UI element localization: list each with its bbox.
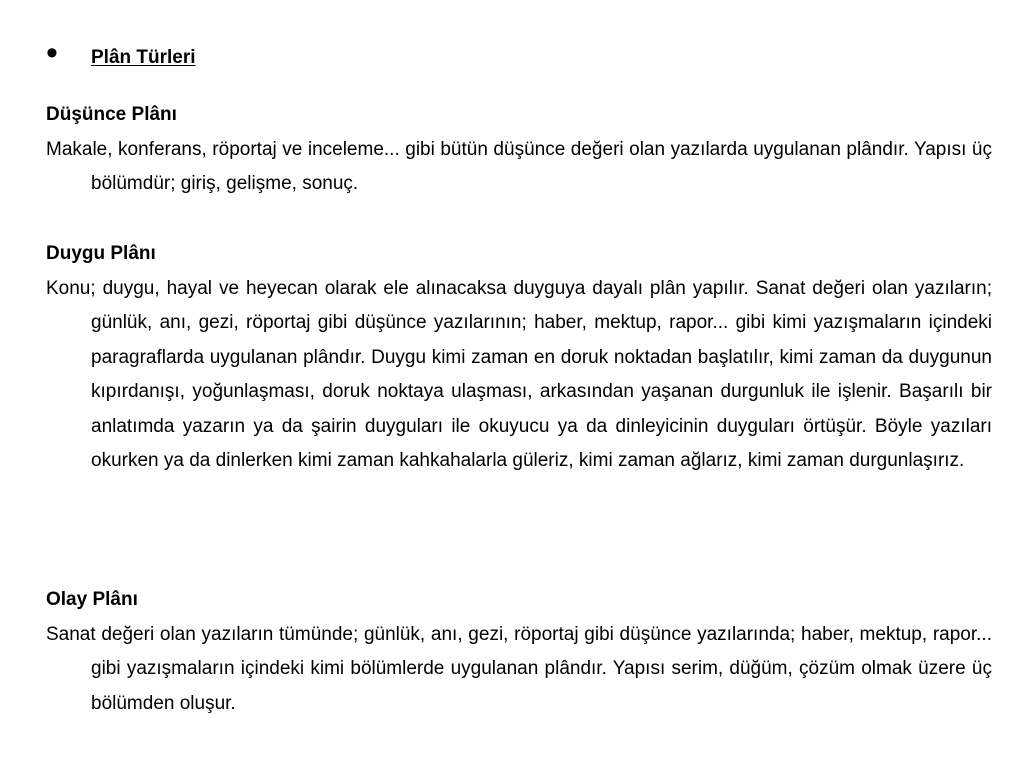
section-body: Sanat değeri olan yazıların tümünde; günlük, anı, gezi, röportaj gibi düşünce yazılarında; haber, mektup, rapor... gibi yazışmaların içindeki kimi bölümlerde uygulanan plândır. Yapısı serim, düğüm, çözüm olmak üzere üç bölümden oluşur.	[46, 623, 992, 714]
section-heading: Düşünce Plânı	[46, 104, 177, 125]
section-heading: Duygu Plânı	[46, 243, 156, 264]
section-body: Makale, konferans, röportaj ve inceleme... gibi bütün düşünce değeri olan yazılarda uygulanan plândır. Yapısı üç bölümdür; giriş, gelişme, sonuç.	[46, 138, 992, 194]
bullet-icon: •	[46, 34, 58, 72]
section-olay-plani	[46, 583, 992, 721]
slide-title: Plân Türleri	[91, 47, 196, 68]
section-duygu-plani	[46, 237, 992, 479]
section-dusunce-plani	[46, 98, 992, 202]
section-heading: Olay Plânı	[46, 589, 138, 610]
bullet-line	[46, 34, 196, 78]
section-body: Konu; duygu, hayal ve heyecan olarak ele alınacaksa duyguya dayalı plân yapılır. Sanat değeri olan yazıların; günlük, anı, gezi, röportaj gibi düşünce yazılarının; haber, mektup, rapor... gibi kimi yazışmaların içindeki paragraflarda uygulanan plândır. Duygu kimi zaman en doruk noktadan başlatılır, kimi zaman da duygunun kıpırdanışı, yoğunlaşması, doruk noktaya ulaşması, arkasından yaşanan durgunluk ile işlenir. Başarılı bir anlatımda yazarın ya da şairin duyguları ile okuyucu ya da dinleyicinin duyguları örtüşür. Böyle yazıları okurken ya da dinlerken kimi zaman kahkahalarla güleriz, kimi zaman ağlarız, kimi zaman durgunlaşırız.	[46, 277, 992, 471]
